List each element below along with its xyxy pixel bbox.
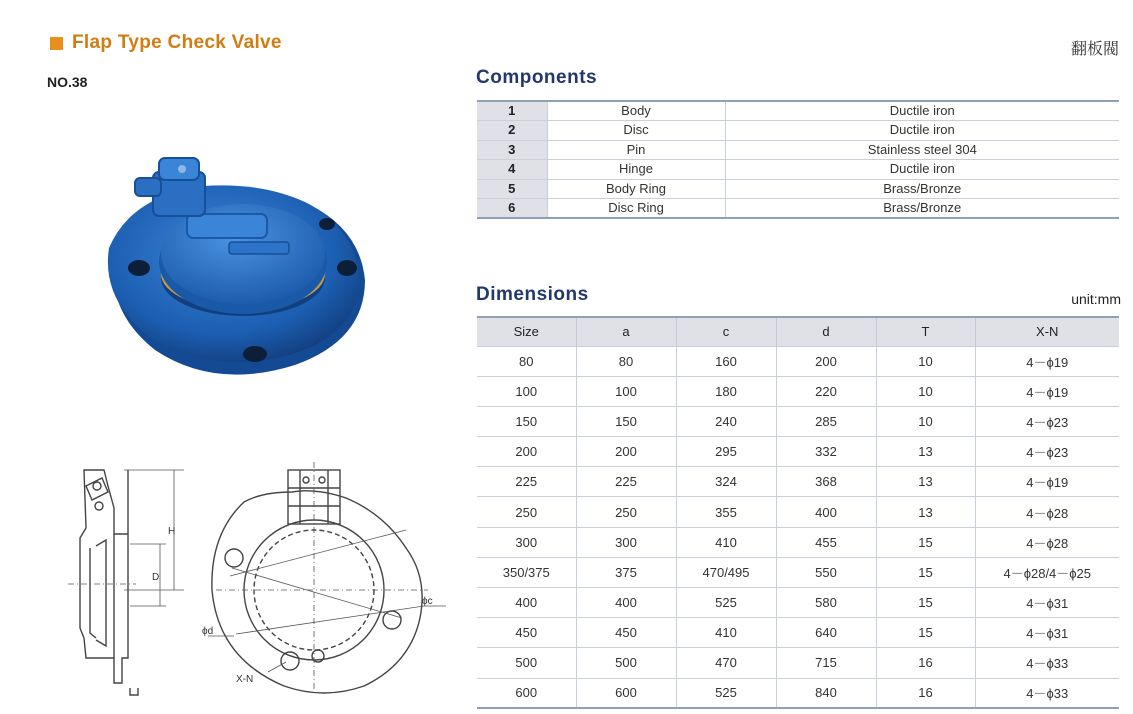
table-row bbox=[477, 179, 1119, 199]
component-material: Brass/Bronze bbox=[725, 199, 1119, 219]
cell-xn: 4－ϕ33 bbox=[975, 648, 1119, 678]
dimension-phi-d-label: ϕd bbox=[202, 626, 214, 637]
table-row bbox=[477, 437, 1119, 467]
column-header-xn: X-N bbox=[975, 317, 1119, 346]
dimension-h-label: H bbox=[168, 526, 176, 537]
valve-side-section-drawing bbox=[66, 458, 186, 700]
cell-t: 15 bbox=[876, 588, 975, 618]
cell-xn: 4－ϕ28 bbox=[975, 527, 1119, 557]
cell-xn: 4－ϕ19 bbox=[975, 376, 1119, 406]
cell-c: 525 bbox=[676, 678, 776, 708]
cell-size: 450 bbox=[477, 618, 576, 648]
component-number: 2 bbox=[477, 121, 547, 141]
column-header-d: d bbox=[776, 317, 876, 346]
component-material: Stainless steel 304 bbox=[725, 140, 1119, 160]
cell-a: 250 bbox=[576, 497, 676, 527]
cell-t: 13 bbox=[876, 437, 975, 467]
cell-d: 332 bbox=[776, 437, 876, 467]
valve-front-view-drawing bbox=[196, 458, 456, 700]
cell-size: 200 bbox=[477, 437, 576, 467]
component-material: Brass/Bronze bbox=[725, 179, 1119, 199]
cell-a: 200 bbox=[576, 437, 676, 467]
cell-c: 525 bbox=[676, 588, 776, 618]
component-part: Body bbox=[547, 101, 725, 121]
cell-t: 16 bbox=[876, 648, 975, 678]
component-part: Disc Ring bbox=[547, 199, 725, 219]
cell-xn: 4－ϕ31 bbox=[975, 588, 1119, 618]
table-row bbox=[477, 497, 1119, 527]
cell-t: 13 bbox=[876, 497, 975, 527]
table-row bbox=[477, 101, 1119, 121]
cell-d: 840 bbox=[776, 678, 876, 708]
cell-t: 10 bbox=[876, 376, 975, 406]
cell-t: 16 bbox=[876, 678, 975, 708]
product-title-text: Flap Type Check Valve bbox=[72, 32, 282, 53]
cell-c: 355 bbox=[676, 497, 776, 527]
component-number: 4 bbox=[477, 160, 547, 180]
cell-a: 450 bbox=[576, 618, 676, 648]
cell-t: 10 bbox=[876, 406, 975, 436]
cell-size: 100 bbox=[477, 376, 576, 406]
cell-size: 300 bbox=[477, 527, 576, 557]
cell-d: 580 bbox=[776, 588, 876, 618]
cell-size: 250 bbox=[477, 497, 576, 527]
table-row bbox=[477, 346, 1119, 376]
cell-size: 225 bbox=[477, 467, 576, 497]
orange-square-icon bbox=[50, 37, 63, 50]
cell-a: 300 bbox=[576, 527, 676, 557]
components-table bbox=[477, 100, 1119, 219]
table-row bbox=[477, 648, 1119, 678]
cell-d: 200 bbox=[776, 346, 876, 376]
component-part: Body Ring bbox=[547, 179, 725, 199]
cell-d: 550 bbox=[776, 557, 876, 587]
table-row bbox=[477, 527, 1119, 557]
component-part: Disc bbox=[547, 121, 725, 141]
component-part: Hinge bbox=[547, 160, 725, 180]
table-row bbox=[477, 121, 1119, 141]
cell-d: 368 bbox=[776, 467, 876, 497]
cell-xn: 4－ϕ28 bbox=[975, 497, 1119, 527]
table-header-row bbox=[477, 317, 1119, 346]
component-number: 3 bbox=[477, 140, 547, 160]
cell-size: 350/375 bbox=[477, 557, 576, 587]
cell-t: 10 bbox=[876, 346, 975, 376]
cell-xn: 4－ϕ23 bbox=[975, 437, 1119, 467]
cell-t: 15 bbox=[876, 557, 975, 587]
cell-c: 180 bbox=[676, 376, 776, 406]
dimensions-table-body bbox=[477, 346, 1119, 708]
table-row bbox=[477, 140, 1119, 160]
cell-t: 13 bbox=[876, 467, 975, 497]
table-row bbox=[477, 467, 1119, 497]
flap-check-valve-photo bbox=[95, 150, 375, 390]
cell-d: 715 bbox=[776, 648, 876, 678]
table-row bbox=[477, 160, 1119, 180]
model-number: NO.38 bbox=[47, 74, 88, 90]
table-row bbox=[477, 406, 1119, 436]
dimensions-heading: Dimensions bbox=[476, 284, 589, 305]
cell-t: 15 bbox=[876, 527, 975, 557]
cell-a: 375 bbox=[576, 557, 676, 587]
cell-d: 285 bbox=[776, 406, 876, 436]
component-number: 1 bbox=[477, 101, 547, 121]
dimension-xn-label: X-N bbox=[236, 674, 254, 685]
table-row bbox=[477, 588, 1119, 618]
component-material: Ductile iron bbox=[725, 160, 1119, 180]
cell-size: 80 bbox=[477, 346, 576, 376]
product-title-chinese: 翻板閥 bbox=[1070, 39, 1119, 58]
cell-xn: 4－ϕ19 bbox=[975, 467, 1119, 497]
cell-d: 220 bbox=[776, 376, 876, 406]
cell-c: 410 bbox=[676, 618, 776, 648]
cell-c: 470/495 bbox=[676, 557, 776, 587]
cell-size: 150 bbox=[477, 406, 576, 436]
table-row bbox=[477, 376, 1119, 406]
table-row bbox=[477, 557, 1119, 587]
column-header-c: c bbox=[676, 317, 776, 346]
table-row bbox=[477, 199, 1119, 219]
cell-c: 160 bbox=[676, 346, 776, 376]
component-number: 5 bbox=[477, 179, 547, 199]
unit-label: unit:mm bbox=[1071, 291, 1121, 307]
dimension-phi-c-label: ϕc bbox=[422, 596, 433, 607]
cell-a: 500 bbox=[576, 648, 676, 678]
cell-size: 600 bbox=[477, 678, 576, 708]
cell-d: 400 bbox=[776, 497, 876, 527]
cell-t: 15 bbox=[876, 618, 975, 648]
cell-a: 400 bbox=[576, 588, 676, 618]
component-number: 6 bbox=[477, 199, 547, 219]
cell-a: 225 bbox=[576, 467, 676, 497]
column-header-size: Size bbox=[477, 317, 576, 346]
table-row bbox=[477, 618, 1119, 648]
components-heading: Components bbox=[476, 67, 598, 88]
cell-c: 470 bbox=[676, 648, 776, 678]
cell-xn: 4－ϕ23 bbox=[975, 406, 1119, 436]
column-header-t: T bbox=[876, 317, 975, 346]
product-title bbox=[50, 32, 282, 54]
cell-a: 600 bbox=[576, 678, 676, 708]
component-part: Pin bbox=[547, 140, 725, 160]
table-row bbox=[477, 678, 1119, 708]
column-header-a: a bbox=[576, 317, 676, 346]
cell-xn: 4－ϕ19 bbox=[975, 346, 1119, 376]
cell-a: 100 bbox=[576, 376, 676, 406]
cell-a: 80 bbox=[576, 346, 676, 376]
cell-d: 640 bbox=[776, 618, 876, 648]
cell-c: 324 bbox=[676, 467, 776, 497]
cell-c: 295 bbox=[676, 437, 776, 467]
component-material: Ductile iron bbox=[725, 121, 1119, 141]
component-material: Ductile iron bbox=[725, 101, 1119, 121]
cell-xn: 4－ϕ33 bbox=[975, 678, 1119, 708]
cell-size: 500 bbox=[477, 648, 576, 678]
dimensions-table bbox=[477, 316, 1119, 709]
cell-a: 150 bbox=[576, 406, 676, 436]
cell-xn: 4－ϕ31 bbox=[975, 618, 1119, 648]
cell-xn: 4－ϕ28/4－ϕ25 bbox=[975, 557, 1119, 587]
cell-c: 410 bbox=[676, 527, 776, 557]
cell-d: 455 bbox=[776, 527, 876, 557]
cell-c: 240 bbox=[676, 406, 776, 436]
cell-size: 400 bbox=[477, 588, 576, 618]
dimension-d-label: D bbox=[152, 572, 160, 583]
